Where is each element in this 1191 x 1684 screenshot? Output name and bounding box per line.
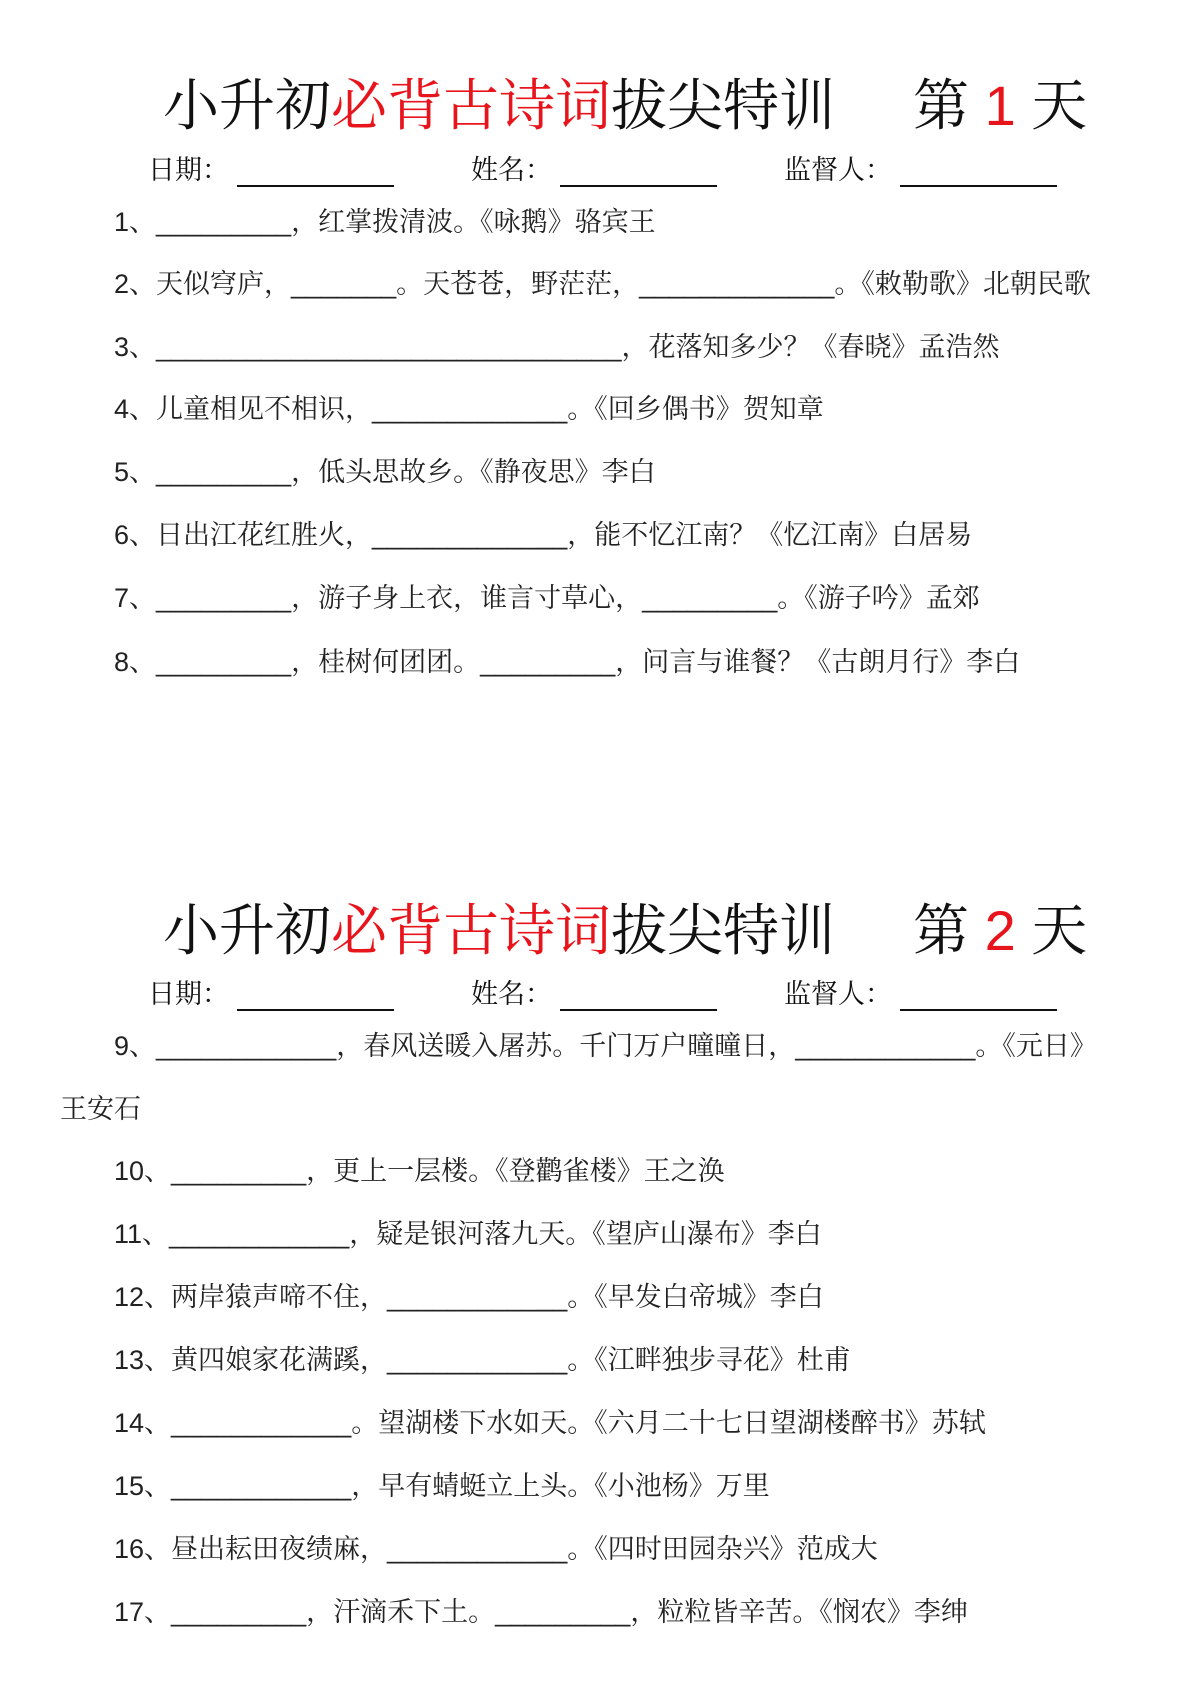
poem-item: 4、儿童相见不相识，_____________。《回乡偶书》贺知章 bbox=[114, 394, 824, 424]
date-blank bbox=[237, 159, 394, 187]
name-field bbox=[471, 977, 784, 1011]
name-label: 姓名： bbox=[471, 155, 552, 185]
title-part-3: 拔尖特训 bbox=[611, 74, 835, 137]
supervisor-blank bbox=[900, 983, 1057, 1011]
title-highlight: 必背古诗词 bbox=[331, 899, 611, 962]
title-part-1: 小升初 bbox=[163, 899, 331, 962]
poem-item: 6、日出江花红胜火，_____________，能不忆江南？《忆江南》白居易 bbox=[114, 520, 973, 550]
poem-item: 12、两岸猿声啼不住，____________。《早发白帝城》李白 bbox=[114, 1282, 824, 1312]
poem-item-continuation: 王安石 bbox=[60, 1094, 141, 1124]
date-field bbox=[148, 153, 471, 187]
day-suffix: 天 bbox=[1031, 74, 1088, 137]
supervisor-label: 监督人： bbox=[784, 979, 892, 1009]
poem-item: 7、_________，游子身上衣，谁言寸草心，_________。《游子吟》孟郊 bbox=[114, 583, 980, 613]
date-field bbox=[148, 977, 471, 1011]
name-field bbox=[471, 153, 784, 187]
day-suffix: 天 bbox=[1031, 899, 1088, 962]
poem-item: 5、_________，低头思故乡。《静夜思》李白 bbox=[114, 457, 656, 487]
supervisor-field bbox=[784, 153, 1057, 187]
day-2-header bbox=[148, 977, 1057, 1011]
poem-item: 16、昼出耘田夜绩麻，____________。《四时田园杂兴》范成大 bbox=[114, 1534, 878, 1564]
supervisor-field bbox=[784, 977, 1057, 1011]
poem-item: 17、_________，汗滴禾下土。_________，粒粒皆辛苦。《悯农》李绅 bbox=[114, 1597, 968, 1627]
poem-item: 2、天似穹庐，_______。天苍苍，野茫茫，_____________。《敕勒歌》北朝民歌 bbox=[114, 269, 1091, 299]
poem-item: 8、_________，桂树何团团。_________，问言与谁餐？《古朗月行》李白 bbox=[114, 647, 1021, 677]
day-2-title bbox=[163, 899, 1087, 963]
title-part-3: 拔尖特训 bbox=[611, 899, 835, 962]
day-1-title bbox=[163, 74, 1087, 138]
title-part-1: 小升初 bbox=[163, 74, 331, 137]
poem-item: 3、_______________________________，花落知多少？《春晓》孟浩然 bbox=[114, 332, 1000, 362]
poem-item: 13、黄四娘家花满蹊，____________。《江畔独步寻花》杜甫 bbox=[114, 1345, 851, 1375]
poem-item: 10、_________，更上一层楼。《登鹳雀楼》王之涣 bbox=[114, 1156, 725, 1186]
date-label: 日期： bbox=[148, 979, 229, 1009]
name-blank bbox=[560, 159, 717, 187]
supervisor-label: 监督人： bbox=[784, 155, 892, 185]
date-blank bbox=[237, 983, 394, 1011]
poem-item: 9、____________，春风送暖入屠苏。千门万户曈曈日，____________。《元日》 bbox=[114, 1031, 1097, 1061]
day-prefix: 第 bbox=[913, 74, 969, 137]
day-prefix: 第 bbox=[913, 899, 969, 962]
poem-item: 15、____________，早有蜻蜓立上头。《小池杨》万里 bbox=[114, 1471, 770, 1501]
day-number: 1 bbox=[984, 74, 1016, 137]
name-label: 姓名： bbox=[471, 979, 552, 1009]
poem-item: 1、_________，红掌拨清波。《咏鹅》骆宾王 bbox=[114, 207, 656, 237]
name-blank bbox=[560, 983, 717, 1011]
supervisor-blank bbox=[900, 159, 1057, 187]
poem-item: 11、____________，疑是银河落九天。《望庐山瀑布》李白 bbox=[114, 1219, 822, 1249]
date-label: 日期： bbox=[148, 155, 229, 185]
poem-item: 14、____________。望湖楼下水如天。《六月二十七日望湖楼醉书》苏轼 bbox=[114, 1408, 986, 1438]
day-1-header bbox=[148, 153, 1057, 187]
title-highlight: 必背古诗词 bbox=[331, 74, 611, 137]
day-number: 2 bbox=[984, 899, 1016, 962]
